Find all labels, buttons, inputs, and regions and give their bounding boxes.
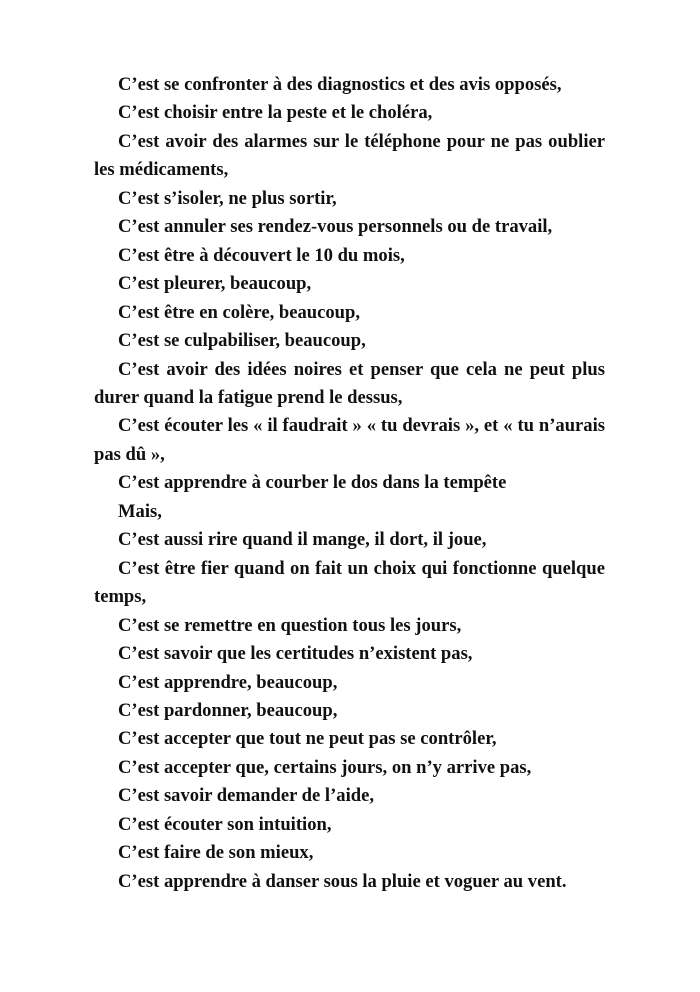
paragraph: C’est écouter les « il faudrait » « tu devrais », et « tu n’aurais pas dû », xyxy=(94,415,605,465)
paragraph: C’est se confronter à des diagnostics et des avis opposés, xyxy=(118,74,562,95)
paragraph: C’est savoir que les certitudes n’existent pas, xyxy=(118,643,473,665)
paragraph: C’est annuler ses rendez-vous personnels ou de travail, xyxy=(118,216,553,238)
paragraph: C’est savoir demander de l’aide, xyxy=(118,785,374,807)
paragraph: C’est être en colère, beaucoup, xyxy=(118,301,360,323)
paragraph: Mais, xyxy=(118,500,162,522)
paragraph: C’est apprendre, beaucoup, xyxy=(118,671,338,693)
paragraph: C’est avoir des idées noires et penser que cela ne peut plus durer quand la fatigue prend le dessus, xyxy=(94,358,605,408)
paragraph: C’est faire de son mieux, xyxy=(118,842,314,864)
paragraph: C’est se remettre en question tous les jours, xyxy=(118,614,462,636)
paragraph: C’est accepter que, certains jours, on n’y arrive pas, xyxy=(118,756,532,778)
paragraph: C’est pleurer, beaucoup, xyxy=(118,273,312,295)
paragraph: C’est pardonner, beaucoup, xyxy=(118,699,338,721)
paragraph: C’est apprendre à danser sous la pluie et voguer au vent. xyxy=(118,870,567,892)
paragraph: C’est être à découvert le 10 du mois, xyxy=(118,244,405,266)
document-page xyxy=(94,71,605,896)
paragraph: C’est écouter son intuition, xyxy=(118,813,332,835)
paragraph: C’est être fier quand on fait un choix qui fonctionne quelque temps, xyxy=(94,557,605,608)
paragraph: C’est apprendre à courber le dos dans la tempête xyxy=(118,472,507,494)
paragraph: C’est choisir entre la peste et le choléra, xyxy=(118,102,433,124)
paragraph: C’est aussi rire quand il mange, il dort, il joue, xyxy=(118,529,487,551)
paragraph: C’est avoir des alarmes sur le téléphone pour ne pas oublier les médicaments, xyxy=(94,130,605,181)
paragraph: C’est accepter que tout ne peut pas se contrôler, xyxy=(118,728,497,750)
paragraph: C’est s’isoler, ne plus sortir, xyxy=(118,187,337,209)
paragraph: C’est se culpabiliser, beaucoup, xyxy=(118,330,366,352)
